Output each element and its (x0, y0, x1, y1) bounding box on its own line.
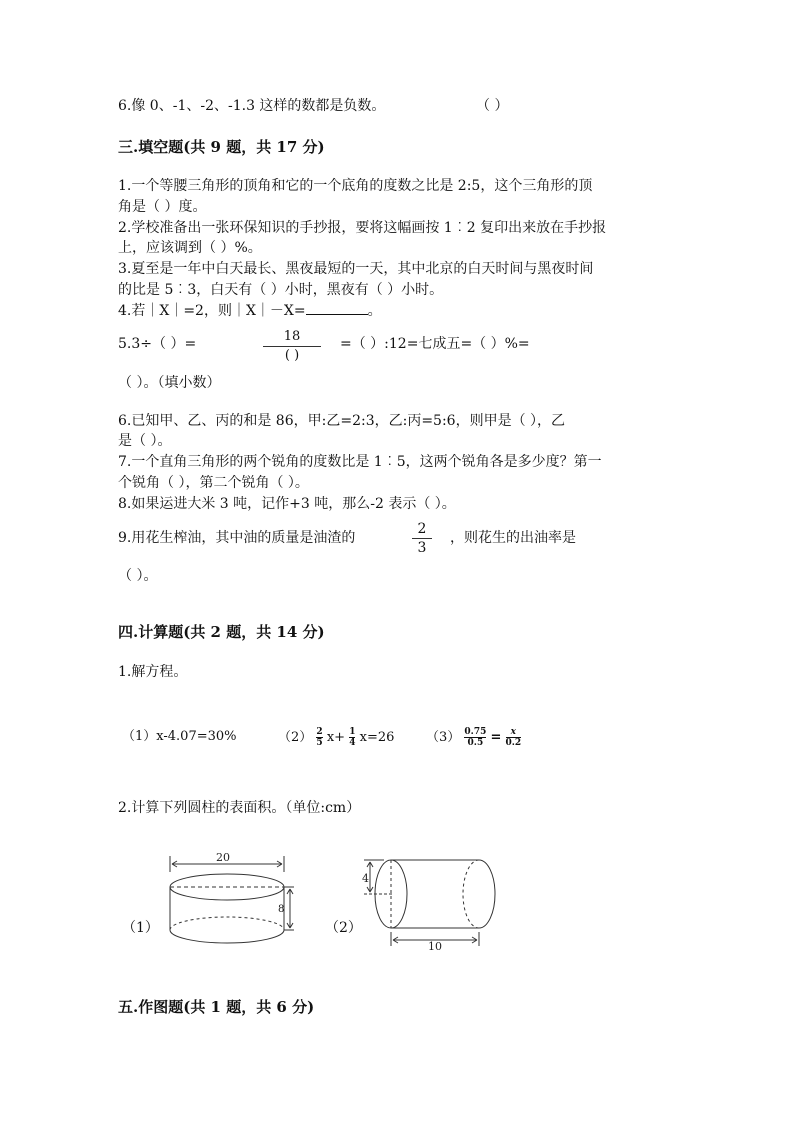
fill-q2-line2: 上，应该调到（ ）%。 (118, 240, 262, 256)
answer-blank: （ ） (476, 98, 509, 114)
calc-q1: 1.解方程。 (118, 664, 188, 680)
horizontal-cylinder-figure (362, 852, 512, 952)
bottom-ellipse-front (170, 930, 284, 943)
fill-q5-part1: 5.3÷（ ）= (118, 336, 197, 352)
fraction-numerator: 0.75 (464, 727, 487, 737)
equation-2-end: x=26 (359, 730, 395, 745)
right-ellipse-back (463, 860, 479, 928)
height-label: 8 (278, 904, 285, 915)
section-5-title: 五.作图题(共 1 题，共 6 分) (118, 998, 315, 1016)
equation-2-mid: x+ (326, 730, 346, 745)
fraction-denominator: 3 (417, 540, 427, 556)
fraction-numerator: 18 (283, 329, 301, 344)
fill-q3-line1: 3.夏至是一年中白天最长、黑夜最短的一天，其中北京的白天时间与黑夜时间 (118, 261, 594, 277)
q4-prefix: 4.若｜X｜=2，则｜X｜－X= (118, 303, 306, 319)
fill-q7-line1: 7.一个直角三角形的两个锐角的度数比是 1︰5，这两个锐角各是多少度？第一 (118, 454, 602, 470)
width-label: 20 (216, 851, 230, 864)
equation-3 (426, 727, 521, 748)
fill-q1-line1: 1.一个等腰三角形的顶角和它的一个底角的度数之比是 2:5，这个三角形的顶 (118, 178, 593, 194)
figure-2-label: （2） (325, 920, 362, 936)
fill-q5-part2: =（ ）:12=七成五=（ ）%= (340, 336, 530, 352)
fraction-denominator: 0.5 (464, 737, 486, 748)
fraction-denominator: 0.2 (505, 738, 522, 748)
fill-q6-line1: 6.已知甲、乙、丙的和是 86，甲:乙=2:3，乙:丙=5:6，则甲是（ ），乙 (118, 413, 566, 429)
equation-3-label: （3） (426, 730, 461, 745)
fraction-denominator: 5 (316, 738, 323, 748)
bottom-ellipse-back (170, 917, 284, 930)
fill-q9-part2: ，则花生的出油率是 (450, 530, 576, 546)
fill-q9-part1: 9.用花生榨油，其中油的质量是油渣的 (118, 530, 356, 546)
equation-2-label: （2） (278, 730, 313, 745)
fraction-numerator: 2 (417, 521, 427, 537)
radius-label: 4 (362, 872, 369, 885)
fill-q1-line2: 角是（ ）度。 (118, 199, 207, 215)
fill-q2-line1: 2.学校准备出一张环保知识的手抄报，要将这幅画按 1︰2 复印出来放在手抄报 (118, 220, 607, 236)
fraction-bar (263, 346, 321, 347)
fill-q8: 8.如果运进大米 3 吨，记作+3 吨，那么-2 表示（ ）。 (118, 496, 456, 512)
figure-1-label: （1） (122, 920, 159, 936)
fraction (506, 727, 522, 748)
fraction-denominator: 4 (349, 738, 356, 748)
section-3-title: 三.填空题(共 9 题，共 17 分) (118, 138, 325, 156)
fraction-bar (412, 538, 432, 539)
question-6-true-false (118, 96, 509, 116)
fraction (464, 727, 486, 748)
fill-q7-line2: 个锐角（ ），第二个锐角（ ）。 (118, 475, 309, 491)
section-4-title: 四.计算题(共 2 题，共 14 分) (118, 623, 325, 641)
q5-fraction (263, 329, 321, 364)
upright-cylinder-figure (160, 850, 300, 950)
fill-q5-line2: （ ）。（填小数） (118, 375, 221, 391)
equals-sign: = (490, 730, 502, 745)
answer-underline (306, 302, 368, 315)
equation-2 (278, 727, 394, 748)
q9-fraction (412, 521, 432, 556)
calc-q2: 2.计算下列圆柱的表面积。（单位:cm） (118, 800, 361, 816)
fill-q6-line2: 是（ ）。 (118, 433, 172, 449)
fraction (316, 727, 322, 748)
fraction-numerator: x (510, 727, 517, 737)
length-label: 10 (428, 940, 442, 952)
fill-q9-line2: （ ）。 (118, 568, 158, 584)
fill-q3-line2: 的比是 5︰3，白天有（ ）小时，黑夜有（ ）小时。 (118, 282, 444, 298)
right-ellipse-front (479, 860, 495, 928)
fraction-denominator: ( ) (284, 348, 300, 363)
q4-suffix: 。 (367, 303, 382, 319)
fill-q4 (118, 301, 382, 321)
question-text: 6.像 0、-1、-2、-1.3 这样的数都是负数。 (118, 98, 386, 114)
fraction-numerator: 1 (349, 727, 356, 737)
fraction-numerator: 2 (316, 727, 323, 737)
fraction (349, 727, 355, 748)
equation-1: （1）x-4.07=30% (122, 729, 237, 744)
